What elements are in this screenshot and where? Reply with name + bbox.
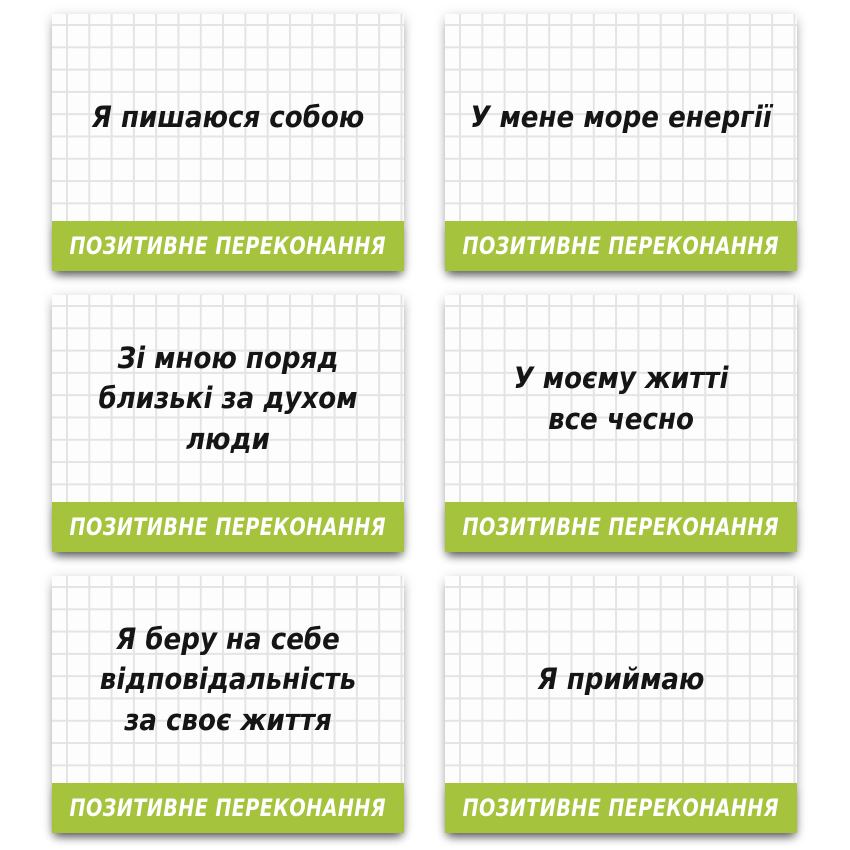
affirmation-card — [445, 14, 797, 271]
category-banner — [445, 783, 797, 833]
affirmation-line: Я пишаюся собою — [91, 100, 365, 135]
affirmation-card — [445, 576, 797, 833]
affirmation-card — [52, 295, 404, 552]
affirmation-text — [70, 295, 387, 502]
affirmation-line: Зі мною поряд — [117, 341, 339, 376]
affirmation-line: все чесно — [548, 401, 694, 436]
category-banner-label: ПОЗИТИВНЕ ПЕРЕКОНАННЯ — [462, 513, 780, 541]
category-banner-label: ПОЗИТИВНЕ ПЕРЕКОНАННЯ — [69, 232, 387, 260]
affirmation-line: У моєму житті — [513, 361, 729, 396]
category-banner — [52, 502, 404, 552]
affirmation-text — [70, 14, 387, 221]
affirmation-line: за своє життя — [124, 702, 332, 737]
category-banner-label: ПОЗИТИВНЕ ПЕРЕКОНАННЯ — [69, 513, 387, 541]
category-banner-label: ПОЗИТИВНЕ ПЕРЕКОНАННЯ — [69, 794, 387, 822]
affirmation-line: У мене море енергії — [470, 100, 772, 135]
category-banner — [52, 221, 404, 271]
category-banner-label: ПОЗИТИВНЕ ПЕРЕКОНАННЯ — [462, 232, 780, 260]
affirmation-line: Я беру на себе — [116, 622, 340, 657]
category-banner — [52, 783, 404, 833]
affirmation-card — [52, 14, 404, 271]
category-banner — [445, 221, 797, 271]
affirmation-text — [463, 295, 780, 502]
affirmation-text — [463, 576, 780, 783]
affirmation-line: близькі за духом люди — [98, 381, 358, 456]
affirmation-card — [445, 295, 797, 552]
category-banner-label: ПОЗИТИВНЕ ПЕРЕКОНАННЯ — [462, 794, 780, 822]
affirmation-text — [463, 14, 780, 221]
affirmation-line: відповідальність — [99, 662, 357, 697]
affirmation-text — [70, 576, 387, 783]
category-banner — [445, 502, 797, 552]
affirmation-card — [52, 576, 404, 833]
affirmation-line: Я приймаю — [537, 662, 705, 697]
